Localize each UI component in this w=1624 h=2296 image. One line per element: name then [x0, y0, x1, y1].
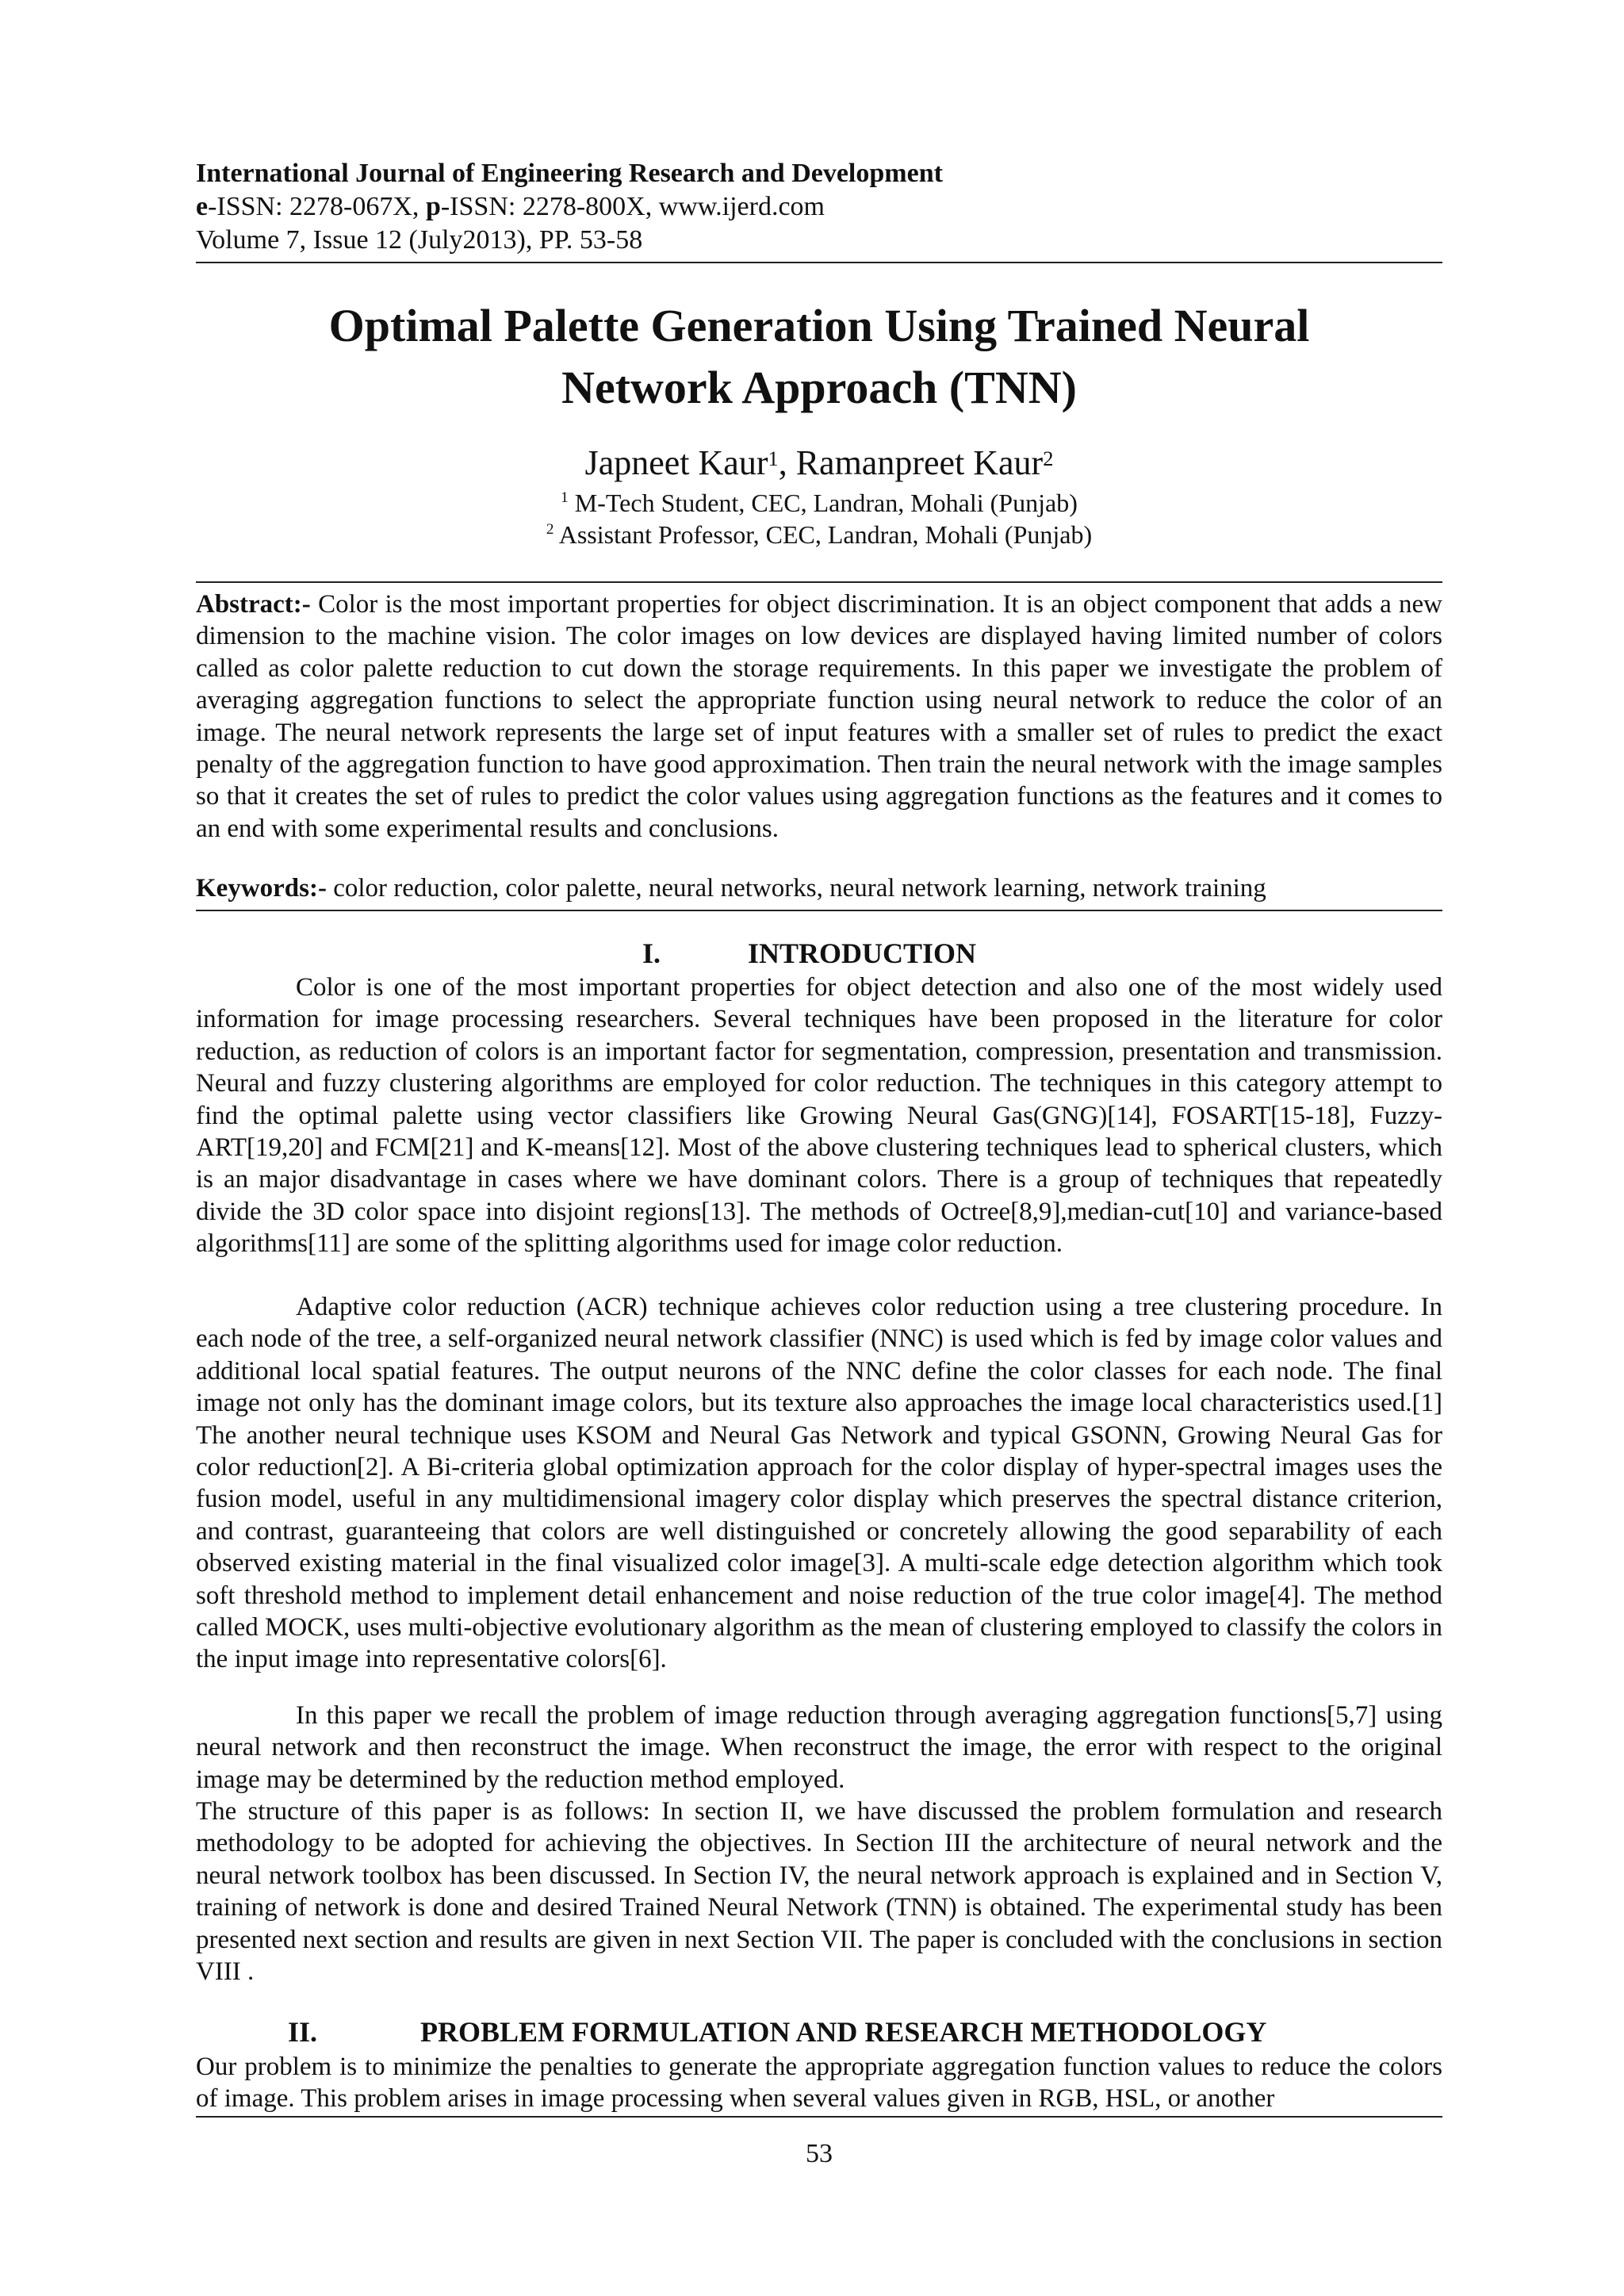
volume-line: Volume 7, Issue 12 (July2013), PP. 53-58 — [196, 225, 643, 255]
author-line — [196, 441, 1442, 485]
section-title: INTRODUCTION — [748, 937, 977, 969]
issn-p-prefix: p — [425, 192, 441, 221]
intro-paragraph-2: Adaptive color reduction (ACR) technique achieves color reduction using a tree clustering procedure. In each node of the tree, a self-organized neural network classifier (NNC) is used which is fed by image color values and additional local spatial features. The output neurons of the NNC define the color classes for each node. The final image not only has the dominant image colors, but its texture also approaches the image local characteristics used.[1] The another neural technique uses KSOM and Neural Gas Network and typical GSONN, Growing Neural Gas for color reduction[2]. A Bi-criteria global optimization approach for the color display of hyper-spectral images uses the fusion model, useful in any multidimensional imagery color display which preserves the spectral distance criterion, and contrast, guaranteeing that colors are well distinguished or concretely allowing the good separability of each observed existing material in the final visualized color image[3]. A multi-scale edge detection algorithm which took soft threshold method to implement detail enhancement and noise reduction of the true color image[4]. The method called MOCK, uses multi-objective evolutionary algorithm as the mean of clustering employed to classify the colors in the input image into representative colors[6]. — [196, 1293, 1442, 1674]
keywords-text: color reduction, color palette, neural networks, neural network learning, network training — [326, 874, 1266, 903]
abstract-label: Abstract:- — [196, 590, 311, 619]
affiliation-2-sup: 2 — [546, 521, 554, 538]
author-2: Ramanpreet Kaur — [795, 443, 1044, 482]
page-number: 53 — [806, 2139, 833, 2168]
affiliation-2 — [196, 519, 1442, 550]
journal-name: International Journal of Engineering Research and Development — [196, 159, 943, 188]
issn-p: -ISSN: 2278-800X, www.ijerd.com — [440, 192, 825, 221]
footer-rule — [196, 2116, 1442, 2118]
author-1: Japneet Kaur — [584, 443, 768, 482]
intro-paragraph-1: Color is one of the most important properties for object detection and also one of the most widely used information for image processing researchers. Several techniques have been proposed in the literature for color reduction, as reduction of colors is an important factor for segmentation, compression, presentation and transmission. Neural and fuzzy clustering algorithms are employed for color reduction. The techniques in this category attempt to find the optimal palette using vector classifiers like Growing Neural Gas(GNG)[14], FOSART[15-18], Fuzzy-ART[19,20] and FCM[21] and K-means[12]. Most of the above clustering techniques lead to spherical clusters, which is an major disadvantage in cases where we have dominant colors. There is a group of techniques that repeatedly divide the 3D color space into disjoint regions[13]. The methods of Octree[8,9],median-cut[10] and variance-based algorithms[11] are some of the splitting algorithms used for image color reduction. — [196, 973, 1442, 1259]
section-title: PROBLEM FORMULATION AND RESEARCH METHODOLOGY — [420, 2016, 1267, 2048]
issn-e-prefix: e — [196, 192, 209, 221]
intro-paragraph-3: In this paper we recall the problem of image reduction through averaging aggregation functions[5,7] using neural network and then reconstruct the image. When reconstruct the image, the error with respect to the original image may be determined by the reduction method employed. — [196, 1701, 1442, 1794]
section-number: II. — [288, 2016, 318, 2048]
author-2-sup: 2 — [1043, 447, 1054, 470]
keywords-label: Keywords:- — [196, 874, 327, 903]
author-1-sup: 1 — [768, 447, 779, 470]
title-line-2: Network Approach (TNN) — [561, 362, 1077, 413]
affiliation-1-text: M-Tech Student, CEC, Landran, Mohali (Punjab) — [568, 489, 1078, 517]
keywords-rule — [196, 910, 1442, 911]
journal-header — [196, 157, 1441, 257]
affiliation-1 — [196, 487, 1442, 519]
header-rule — [196, 262, 1442, 263]
abstract-text: Color is the most important properties for object discrimination. It is an object component that adds a new dimension to the machine vision. The color images on low devices are displayed having limited number of colors called as color palette reduction to cut down the storage requirements. In this paper we investigate the problem of averaging aggregation functions to select the appropriate function using neural network to reduce the color of an image. The neural network represents the large set of input features with a smaller set of rules to predict the exact penalty of the aggregation function to have good approximation. Then train the neural network with the image samples so that it creates the set of rules to predict the color values using aggregation functions as the features and it comes to an end with some experimental results and conclusions. — [196, 590, 1442, 843]
abstract — [196, 588, 1442, 845]
intro-paragraph-4: The structure of this paper is as follows: In section II, we have discussed the problem formulation and research methodology to be adopted for achieving the objectives. In Section III the architecture of neural network and the neural network toolbox has been discussed. In Section IV, the neural network approach is explained and in Section V, training of network is done and desired Trained Neural Network (TNN) is obtained. The experimental study has been presented next section and results are given in next Section VII. The paper is concluded with the conclusions in section VIII . — [196, 1797, 1442, 1987]
issn-e: -ISSN: 2278-067X, — [208, 192, 426, 221]
abstract-top-rule — [196, 581, 1442, 583]
issn-line — [196, 190, 1441, 224]
author-separator: , — [778, 443, 796, 482]
paper-title — [196, 295, 1442, 419]
section-number: I. — [642, 937, 661, 969]
keywords — [196, 872, 1442, 904]
title-line-1: Optimal Palette Generation Using Trained Neural — [328, 300, 1310, 351]
section2-paragraph: Our problem is to minimize the penalties to generate the appropriate aggregation function values to reduce the colors of image. This problem arises in image processing when several values given in RGB, HSL, or another — [196, 2053, 1442, 2114]
affiliation-2-text: Assistant Professor, CEC, Landran, Mohali (Punjab) — [553, 520, 1093, 549]
affiliation-1-sup: 1 — [561, 489, 569, 506]
